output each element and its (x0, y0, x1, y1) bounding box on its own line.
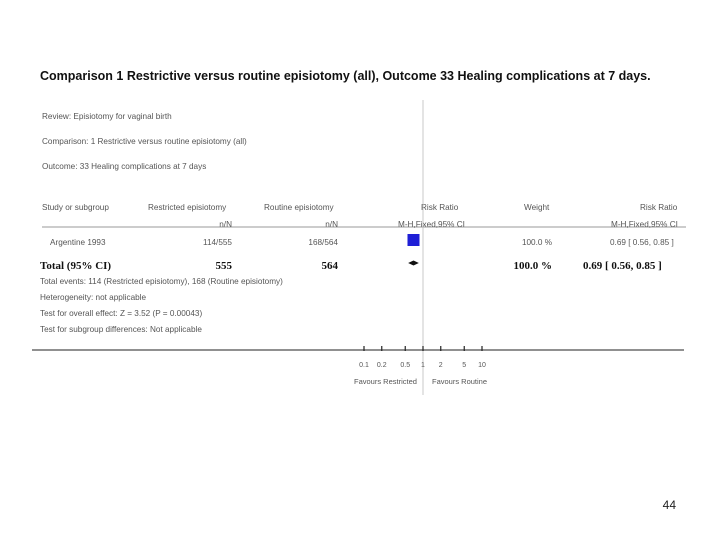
header-study: Study or subgroup (42, 203, 109, 212)
overall-effect: Test for overall effect: Z = 3.52 (P = 0.00043) (40, 309, 203, 318)
axis-tick-label: 5 (462, 362, 467, 369)
total-restricted: 555 (215, 260, 232, 272)
figure-title: Comparison 1 Restrictive versus routine episiotomy (all), Outcome 33 Healing complications at 7 days. (40, 69, 651, 83)
study-risk-ratio: 0.69 [ 0.56, 0.85 ] (610, 238, 674, 247)
total-risk-ratio: 0.69 [ 0.56, 0.85 ] (583, 260, 662, 272)
header-restricted-n: n/N (219, 220, 232, 229)
study-weight: 100.0 % (521, 238, 552, 247)
study-name: Argentine 1993 (50, 238, 106, 247)
favours-left-label: Favours Restricted (354, 377, 417, 386)
axis-tick-label: 1 (421, 362, 425, 369)
header-risk-ratio-plot-method: M-H,Fixed,95% CI (398, 220, 465, 229)
axis-tick-label: 0.1 (359, 362, 369, 369)
favours-right-label: Favours Routine (432, 377, 488, 386)
axis-tick-label: 0.5 (400, 362, 411, 369)
header-risk-ratio-plot: Risk Ratio (421, 203, 459, 212)
axis-tick-label: 10 (478, 362, 486, 369)
study-routine: 168/564 (308, 238, 338, 247)
heterogeneity: Heterogeneity: not applicable (40, 293, 147, 302)
total-label: Total (95% CI) (40, 260, 112, 272)
total-events: Total events: 114 (Restricted episiotomy), 168 (Routine episiotomy) (40, 277, 283, 286)
total-routine: 564 (321, 260, 338, 272)
header-weight: Weight (524, 203, 550, 212)
header-risk-ratio-text-method: M-H,Fixed,95% CI (611, 220, 678, 229)
review-label: Review: Episiotomy for vaginal birth (42, 112, 172, 121)
axis-tick-label: 2 (438, 362, 443, 369)
subgroup-differences: Test for subgroup differences: Not applicable (40, 325, 202, 334)
header-routine-n: n/N (325, 220, 338, 229)
summary-diamond (408, 261, 419, 266)
total-weight: 100.0 % (513, 260, 552, 272)
outcome-label: Outcome: 33 Healing complications at 7 days (42, 162, 207, 171)
page-number: 44 (662, 498, 676, 512)
header-restricted: Restricted episiotomy (148, 203, 227, 212)
header-risk-ratio-text: Risk Ratio (640, 203, 678, 212)
axis-tick-label: 0.2 (376, 362, 387, 369)
header-routine: Routine episiotomy (264, 203, 334, 212)
study-marker (407, 234, 419, 246)
study-restricted: 114/555 (203, 238, 232, 247)
comparison-label: Comparison: 1 Restrictive versus routine episiotomy (all) (42, 137, 247, 146)
